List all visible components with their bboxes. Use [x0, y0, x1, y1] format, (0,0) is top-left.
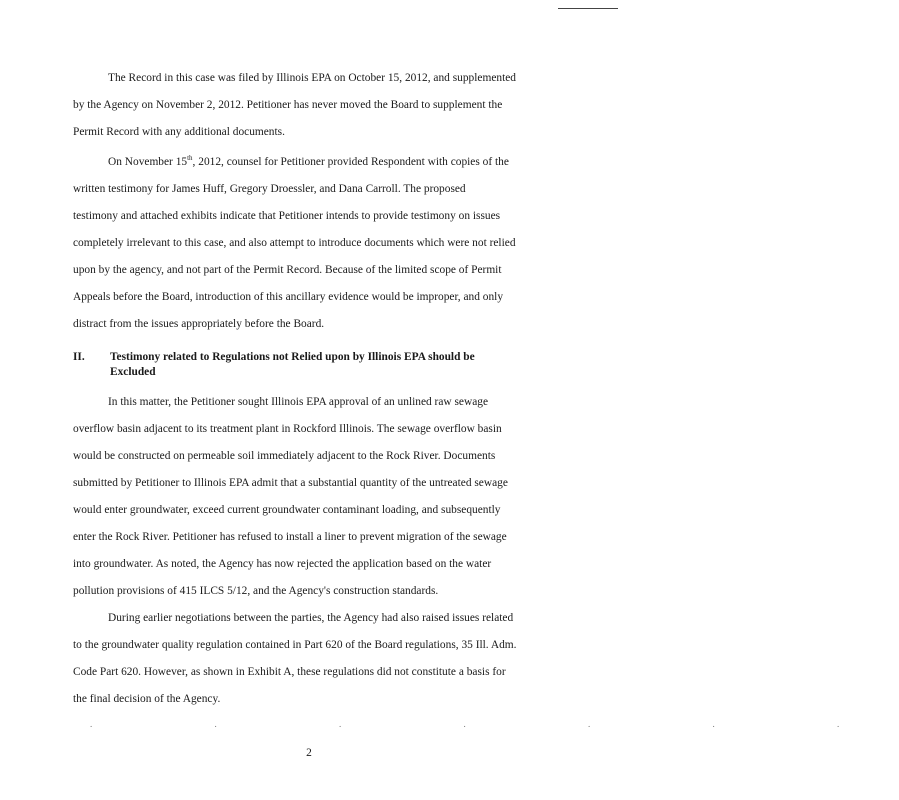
text-line: into groundwater. As noted, the Agency has now rejected the application based on the water: [73, 558, 492, 570]
text-line: During earlier negotiations between the parties, the Agency had also raised issues related: [108, 612, 514, 624]
text-line: distract from the issues appropriately before the Board.: [73, 318, 325, 330]
text-line: Permit Record with any additional documents.: [73, 126, 285, 138]
text-line: would be constructed on permeable soil immediately adjacent to the Rock River. Documents: [73, 450, 496, 462]
text-line: the final decision of the Agency.: [73, 693, 221, 705]
text-line: [73, 149, 543, 176]
text-line: pollution provisions of 415 ILCS 5/12, and the Agency's construction standards.: [73, 585, 439, 597]
text-line: completely irrelevant to this case, and also attempt to introduce documents which were not relied: [73, 237, 516, 249]
text-line: In this matter, the Petitioner sought Illinois EPA approval of an unlined raw sewage: [108, 396, 489, 408]
text-line: by the Agency on November 2, 2012. Petitioner has never moved the Board to supplement the: [73, 99, 503, 111]
section-title-line1: Testimony related to Regulations not Relied upon by Illinois EPA should be: [110, 351, 475, 363]
page-number: 2: [306, 747, 312, 759]
text-line: upon by the agency, and not part of the Permit Record. Because of the limited scope of Permit: [73, 264, 502, 276]
text-line: submitted by Petitioner to Illinois EPA admit that a substantial quantity of the untreated sewage: [73, 477, 508, 489]
paragraph-record: [73, 65, 543, 146]
text-line: The Record in this case was filed by Illinois EPA on October 15, 2012, and supplemented: [108, 72, 516, 84]
paragraph-negotiations: [73, 605, 543, 713]
corner-rule: [558, 8, 618, 9]
paragraph-testimony: [73, 149, 543, 338]
text-fragment: , 2012, counsel for Petitioner provided Respondent with copies of the: [192, 156, 509, 168]
paragraph-background: [73, 389, 543, 605]
text-line: overflow basin adjacent to its treatment plant in Rockford Illinois. The sewage overflow basin: [73, 423, 502, 435]
section-title-line2: Excluded: [110, 366, 156, 378]
text-line: Code Part 620. However, as shown in Exhibit A, these regulations did not constitute a basis for: [73, 666, 506, 678]
text-line: Appeals before the Board, introduction of this ancillary evidence would be improper, and only: [73, 291, 504, 303]
text-line: to the groundwater quality regulation contained in Part 620 of the Board regulations, 35 Ill. Adm.: [73, 639, 517, 651]
text-line: testimony and attached exhibits indicate that Petitioner intends to provide testimony on issues: [73, 210, 501, 222]
ordinal-suffix: th: [187, 154, 193, 163]
scan-specks: . . . . . . .: [90, 719, 899, 729]
text-line: enter the Rock River. Petitioner has refused to install a liner to prevent migration of the sewage: [73, 531, 507, 543]
section-number: II.: [73, 351, 85, 363]
text-line: written testimony for James Huff, Gregory Droessler, and Dana Carroll. The proposed: [73, 183, 466, 195]
text-line: would enter groundwater, exceed current groundwater contaminant loading, and subsequently: [73, 504, 501, 516]
date-text: On November 15: [108, 156, 188, 168]
